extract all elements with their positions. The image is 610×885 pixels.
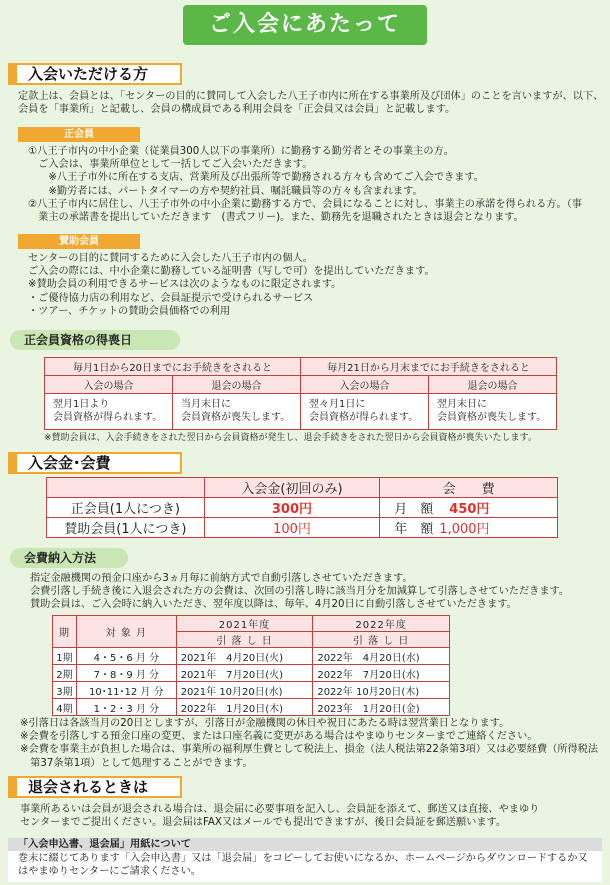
table-row-months: 4・5・6 月 分	[76, 648, 176, 665]
fee-header-dues: 会 費	[380, 478, 558, 498]
header-join-b: 入会の場合	[301, 376, 429, 394]
cell-early-join: 翌月1日より 会員資格が得られます。	[45, 394, 173, 430]
payment-text: 指定金融機関の預金口座から3ヵ月毎に前納方式で自動引落しさせていただきます。 会費引落し手続き後に入退会された方の会費は、次回の引落し時に該当月分を加減算して引落しさせていただきます。 賛助会員は、ご入会時に納入いただき、翌年度以降は、毎年、4月20日に自動引落しさせていただきます。	[30, 573, 570, 611]
cell-late-leave: 翌月末日に 会員資格が喪失します。	[429, 394, 557, 430]
section-title-qualification: 正会員資格の得喪日	[10, 330, 180, 350]
section-title-eligibility: 入会いただける方	[8, 63, 182, 85]
fee-row-entry: 300円	[204, 498, 380, 518]
fee-row-dues: 年 額 1,000円	[380, 518, 558, 538]
header-leave-a: 退会の場合	[173, 376, 301, 394]
form-notice-box	[8, 838, 602, 882]
qualification-note: ※賛助会員は、入会手続きをされた翌日から会員資格が発生し、退会手続きをされた翌日から会員資格が喪失いたします。	[44, 433, 537, 443]
header-early: 毎月1日から20日までにお手続きをされると	[45, 358, 301, 376]
payment-notes: ※引落日は各該当月の20日としますが、引落日が金融機関の休日や祝日にあたる時は翌営業日となります。 ※会費を引落しする預金口座の変更、または口座名義に変更がある場合はやまゆりセンターまでご連絡ください。 ※会費を事業主が負担した場合は、事業所の福利厚生費として税法上、損金（法人税法第22条第3項）又は必要経費（所得税法 第37条第1項）として処理することができます。	[20, 718, 599, 769]
header-date-2021: 引 落 し 日	[176, 632, 313, 648]
form-notice-title: 「入会申込書、退会届」用紙について	[18, 839, 191, 850]
table-row-date-2022: 2023年 1月20日(金)	[313, 699, 450, 716]
header-fy2021: 2021年度	[176, 616, 313, 632]
eligibility-intro: 定款上は、会員とは、「センターの目的に賛同して入会した八王子市内に所在する事業所及び団体」のことを言いますが、以下、 会員を「事業所」と記載し、会員の構成員である利用会員を「正会員又は会員」と記載します。	[18, 91, 604, 116]
fee-header-blank	[47, 478, 205, 498]
tag-regular-member: 正会員	[18, 127, 140, 142]
table-row-period: 1期	[53, 648, 77, 665]
section-title-payment: 会費納入方法	[10, 548, 128, 568]
fee-row-dues: 月 額 450円	[380, 498, 558, 518]
tag-support-member: 賛助会員	[18, 234, 140, 249]
support-member-text: センターの目的に賛同するために入会した八王子市内の個人。 ご入会の際には、中小企業に勤務している証明書（写しで可）を提出していただきます。 ※賛助会員の利用できるサービスは次のようなものに限定されます。 ・ご優待協力店の利用など、会員証提示で受けられるサービス ・ツアー、チケットの賛助会員価格での利用	[28, 253, 435, 317]
table-row-period: 4期	[53, 699, 77, 716]
header-months: 対 象 月	[76, 616, 176, 648]
table-row-date-2022: 2022年 7月20日(水)	[313, 665, 450, 682]
section-marker	[8, 63, 17, 85]
cell-early-leave: 当月末日に 会員資格が喪失します。	[173, 394, 301, 430]
debit-schedule-table	[52, 615, 450, 716]
header-fy2022: 2022年度	[313, 616, 450, 632]
header-late: 毎月21日から月末までにお手続きをされると	[301, 358, 557, 376]
regular-member-text: ①八王子市内の中小企業（従業員300人以下の事業所）に勤務する勤労者とその事業主の方。 ご入会は、事業所単位として一括してご入会いただきます。 ※八王子市外に所在する支店、営業所及び出張所等で勤務される方々も含めてご入会できます。 ※勤労者には、パートタイマーの方や契約社員、嘱託職員等の方々も含まれます。 ②八王子市内に居住し、八王子市外の中小企業に勤務する方で、会員になることに対し、事業主の承諾を得られる方。（事 業主の承諾書を提出していただきます (書式フリー)。また、勤務先を退職されたときは退会となります。	[28, 146, 582, 224]
fee-header-entry: 入会金(初回のみ)	[204, 478, 380, 498]
table-row-months: 7・8・9 月 分	[76, 665, 176, 682]
table-row-date-2022: 2022年 10月20日(木)	[313, 682, 450, 699]
fee-row-name: 正会員(1人につき)	[47, 498, 205, 518]
table-row-period: 3期	[53, 682, 77, 699]
section-marker	[8, 776, 17, 798]
table-row-date-2021: 2021年 7月20日(火)	[176, 665, 313, 682]
form-notice-text: 巻末に綴じてあります「入会申込書」又は「退会届」をコピーしてお使いになるか、ホームページからダウンロードするか又 はやまゆりセンターにご請求ください。	[18, 853, 588, 878]
cell-late-join: 翌々月1日に 会員資格が得られます。	[301, 394, 429, 430]
table-row-date-2021: 2021年 10月20日(水)	[176, 682, 313, 699]
page-banner: ご入会にあたって	[183, 5, 427, 45]
fee-row-name: 賛助会員(1人につき)	[47, 518, 205, 538]
withdrawal-text: 事業所あるいは会員が退会される場合は、退会届に必要事項を記入し、会員証を添えて、郵送又は直接、やまゆり センターまでご提出ください。退会届はFAX又はメールでも提出できますが、後日会員証を郵送願います。	[20, 804, 540, 829]
header-period: 期	[53, 616, 77, 648]
header-leave-b: 退会の場合	[429, 376, 557, 394]
table-row-date-2022: 2022年 4月20日(水)	[313, 648, 450, 665]
table-row-date-2021: 2022年 1月20日(木)	[176, 699, 313, 716]
fee-table	[46, 477, 558, 538]
table-row-period: 2期	[53, 665, 77, 682]
table-row-months: 10･11･12 月 分	[76, 682, 176, 699]
header-join-a: 入会の場合	[45, 376, 173, 394]
table-row-date-2021: 2021年 4月20日(火)	[176, 648, 313, 665]
fee-row-entry: 100円	[204, 518, 380, 538]
section-marker	[8, 452, 17, 474]
qualification-table	[44, 357, 557, 430]
table-row-months: 1・2・3 月 分	[76, 699, 176, 716]
header-date-2022: 引 落 し 日	[313, 632, 450, 648]
section-title-withdrawal: 退会されるときは	[8, 776, 182, 798]
section-title-fees: 入会金･会費	[8, 452, 182, 474]
